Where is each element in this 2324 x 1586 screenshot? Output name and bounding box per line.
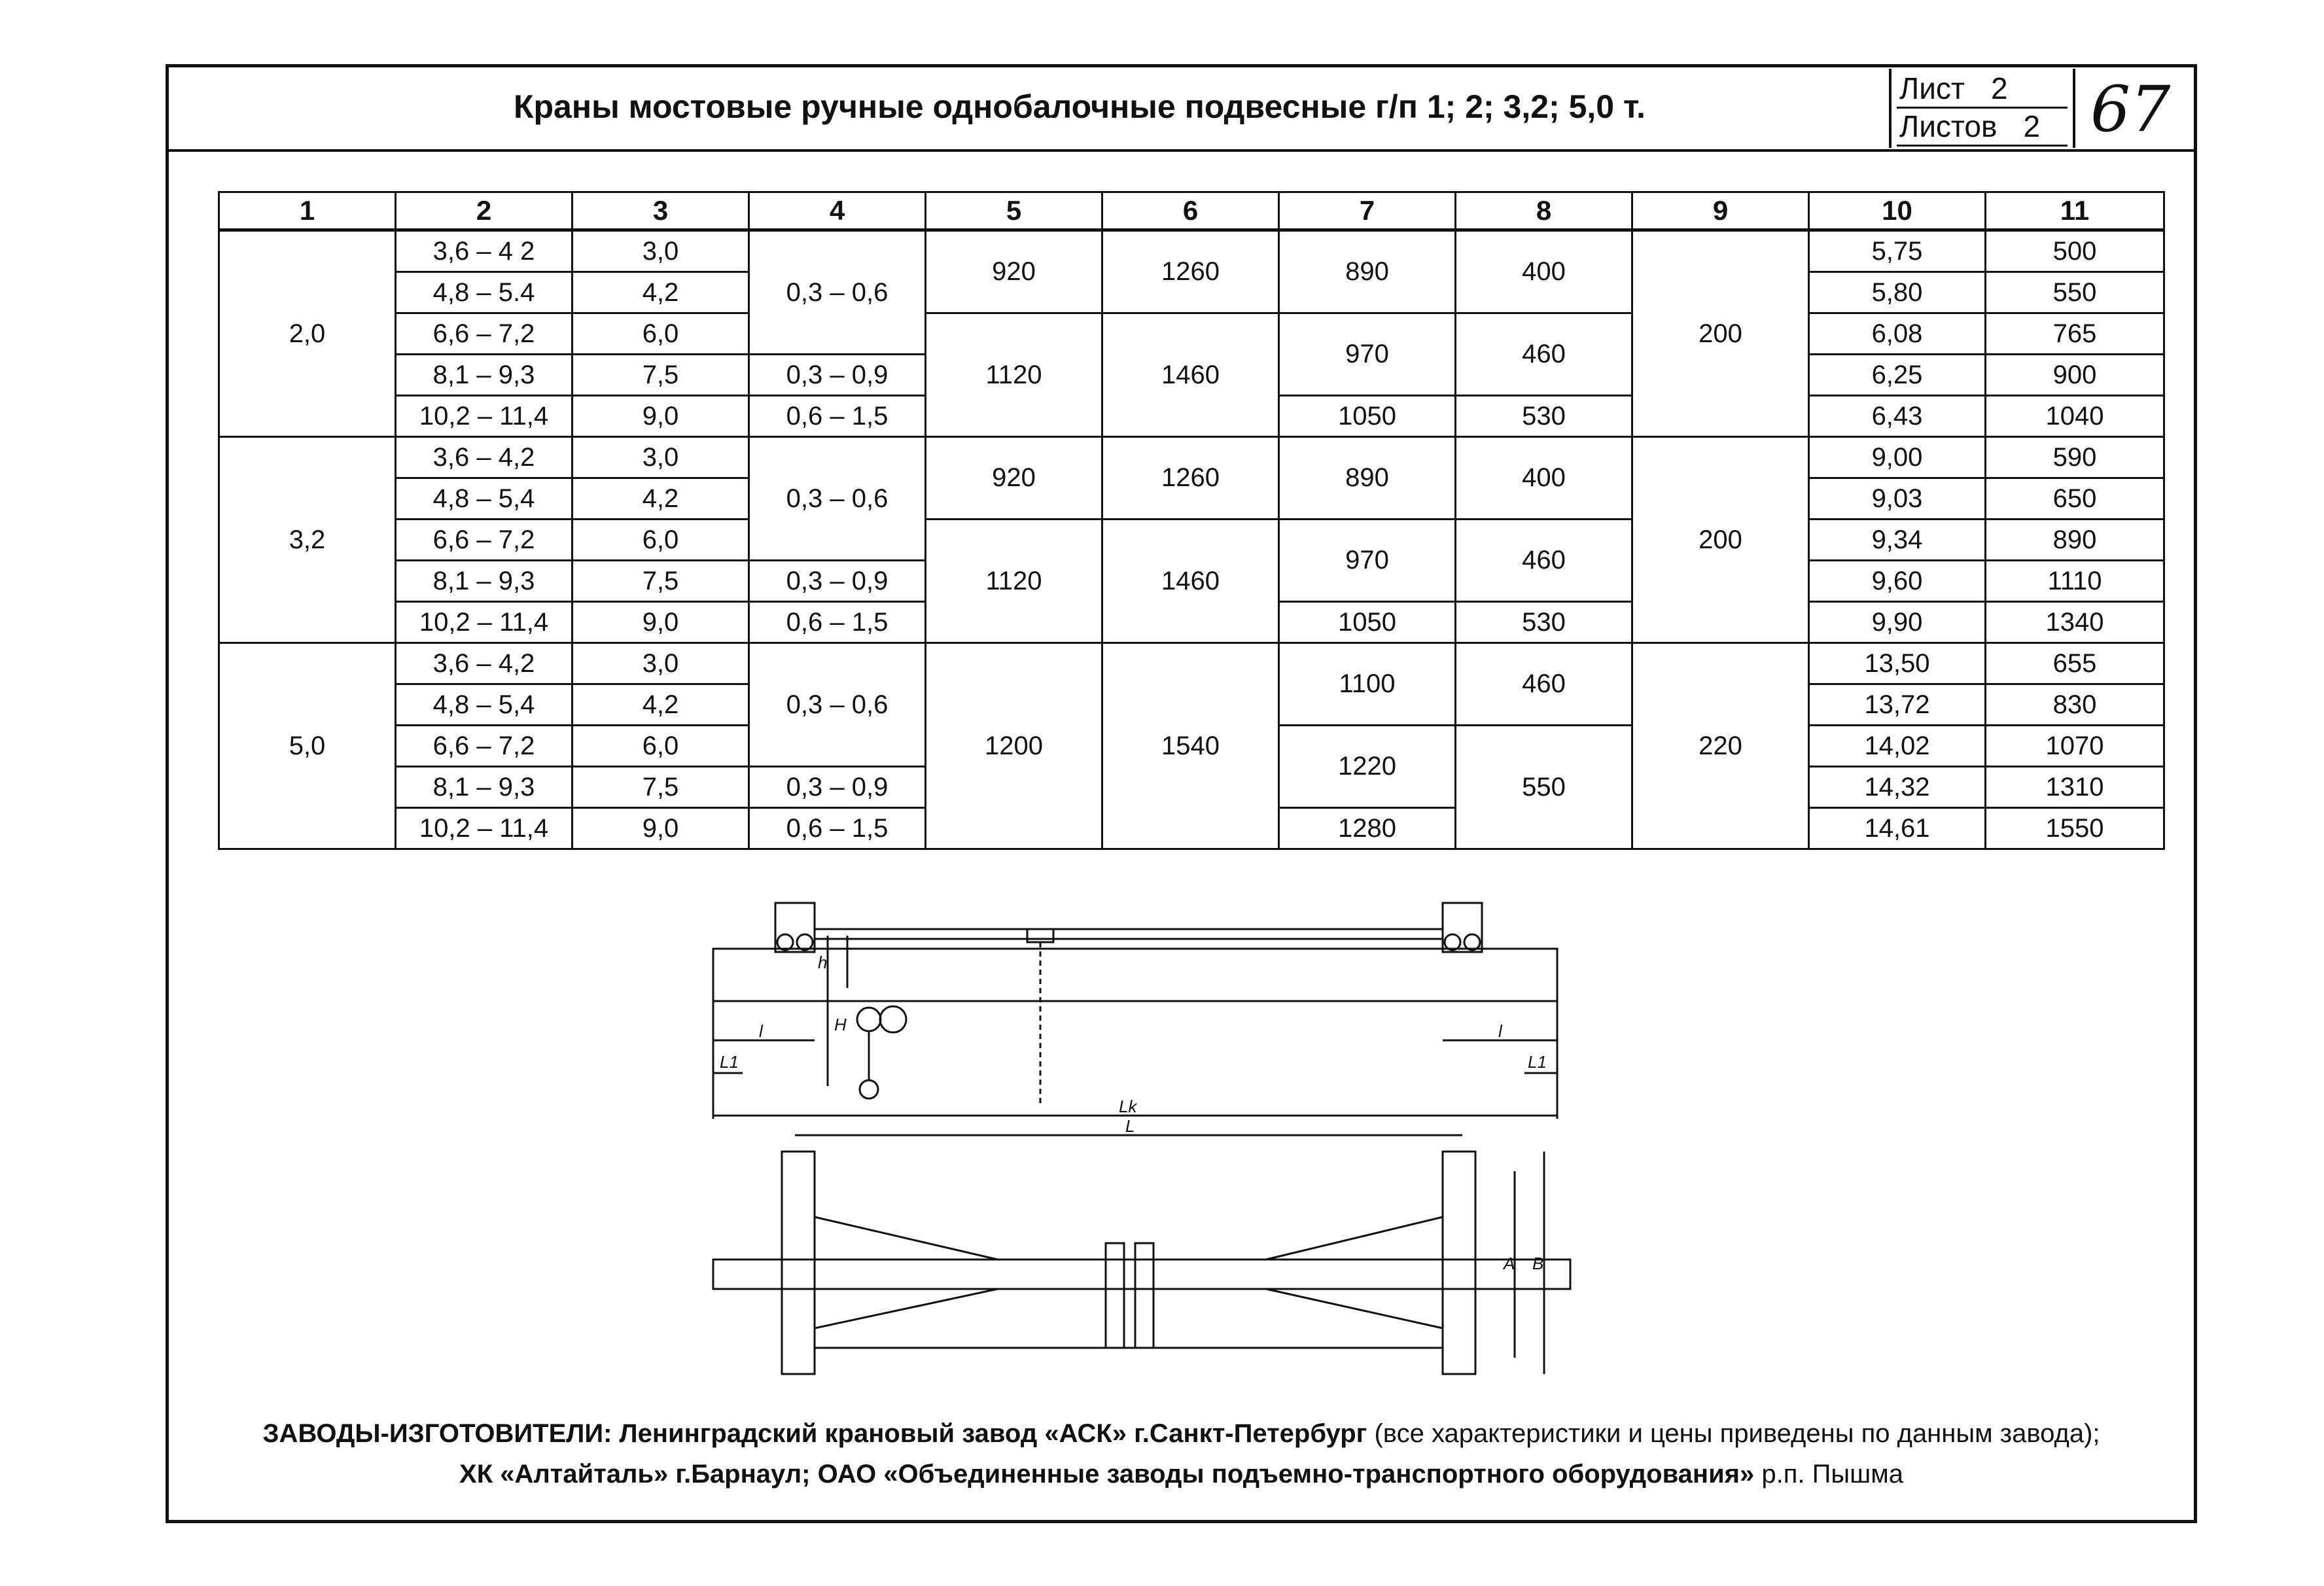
dim-label-l1-right: L1 [1528, 1052, 1547, 1072]
value-cell: 9,03 [1809, 478, 1986, 520]
manufacturers-bold-1: ЗАВОДЫ-ИЗГОТОВИТЕЛИ: Ленинградский крановый завод «АСК» г.Санкт-Петербург [262, 1419, 1367, 1448]
value-cell: 4,2 [572, 684, 749, 726]
value-cell: 7,5 [572, 355, 749, 396]
value-cell: 500 [1986, 230, 2164, 272]
col-header: 6 [1102, 192, 1279, 230]
sheet-info-box [1889, 69, 2075, 148]
value-cell: 1460 [1102, 520, 1279, 643]
value-cell: 3,0 [572, 437, 749, 478]
value-cell: 400 [1456, 437, 1632, 520]
span-cell: 3,6 – 4 2 [396, 230, 572, 272]
value-cell: 9,0 [572, 808, 749, 849]
span-cell: 10,2 – 11,4 [396, 602, 572, 643]
span-cell: 4,8 – 5,4 [396, 684, 572, 726]
dim-label-H: H [834, 1015, 847, 1034]
specification-table [218, 191, 2165, 850]
end-beam-left [782, 1152, 815, 1374]
value-cell: 1110 [1986, 561, 2164, 602]
sheet-label: Лист [1899, 71, 1965, 105]
value-cell: 400 [1456, 230, 1632, 313]
value-cell: 655 [1986, 643, 2164, 684]
value-cell: 550 [1456, 726, 1632, 849]
value-cell: 0,6 – 1,5 [749, 602, 926, 643]
value-cell: 14,61 [1809, 808, 1986, 849]
document-title: Краны мостовые ручные однобалочные подвесные г/п 1; 2; 3,2; 5,0 т. [514, 88, 1646, 125]
value-cell: 4,2 [572, 478, 749, 520]
value-cell: 530 [1456, 602, 1632, 643]
col-header: 7 [1279, 192, 1456, 230]
value-cell: 590 [1986, 437, 2164, 478]
value-cell: 970 [1279, 520, 1456, 602]
manufacturers-note [166, 1413, 2197, 1494]
span-cell: 8,1 – 9,3 [396, 767, 572, 808]
manufacturers-line-2 [166, 1454, 2197, 1494]
sheet-value: 2 [1990, 71, 2008, 105]
value-cell: 460 [1456, 643, 1632, 726]
col-header: 3 [572, 192, 749, 230]
table-row [219, 643, 2164, 684]
span-cell: 3,6 – 4,2 [396, 643, 572, 684]
value-cell: 1550 [1986, 808, 2164, 849]
end-beam-right [1443, 1152, 1475, 1374]
value-cell: 460 [1456, 520, 1632, 602]
value-cell: 550 [1986, 272, 2164, 313]
table-header-row [219, 192, 2164, 230]
dim-label-l1-left: L1 [720, 1052, 739, 1072]
col-header: 4 [749, 192, 926, 230]
value-cell: 6,43 [1809, 396, 1986, 437]
value-cell: 0,3 – 0,9 [749, 355, 926, 396]
value-cell: 13,72 [1809, 684, 1986, 726]
value-cell: 9,0 [572, 396, 749, 437]
value-cell: 1310 [1986, 767, 2164, 808]
value-cell: 830 [1986, 684, 2164, 726]
sheets-label: Листов [1899, 109, 1998, 143]
value-cell: 1540 [1102, 643, 1279, 849]
value-cell: 14,02 [1809, 726, 1986, 767]
sheet-row [1899, 71, 2008, 105]
value-cell: 1120 [926, 520, 1102, 643]
value-cell: 1260 [1102, 437, 1279, 520]
end-carriage-left [775, 903, 815, 952]
dim-label-h: h [818, 953, 828, 972]
value-cell: 200 [1632, 230, 1809, 437]
header-divider [166, 149, 2197, 152]
dim-label-l-right: l [1498, 1021, 1502, 1041]
value-cell: 4,2 [572, 272, 749, 313]
value-cell: 1100 [1279, 643, 1456, 726]
value-cell: 650 [1986, 478, 2164, 520]
value-cell: 1050 [1279, 396, 1456, 437]
value-cell: 920 [926, 230, 1102, 313]
dim-label-l-left: l [759, 1021, 763, 1041]
load-cell: 3,2 [219, 437, 396, 643]
value-cell: 1280 [1279, 808, 1456, 849]
value-cell: 5,75 [1809, 230, 1986, 272]
value-cell: 9,00 [1809, 437, 1986, 478]
dim-label-L: L [1125, 1116, 1135, 1136]
manufacturers-line-1 [166, 1413, 2197, 1454]
value-cell: 1050 [1279, 602, 1456, 643]
span-cell: 4,8 – 5,4 [396, 478, 572, 520]
value-cell: 920 [926, 437, 1102, 520]
value-cell: 0,3 – 0,6 [749, 643, 926, 767]
end-carriage-right [1443, 903, 1482, 952]
table-row [219, 520, 2164, 561]
value-cell: 9,34 [1809, 520, 1986, 561]
value-cell: 3,0 [572, 643, 749, 684]
value-cell: 0,3 – 0,9 [749, 561, 926, 602]
value-cell: 9,0 [572, 602, 749, 643]
sheet-bottom-line [1897, 145, 2068, 147]
value-cell: 1340 [1986, 602, 2164, 643]
dim-label-A: A [1504, 1254, 1515, 1273]
value-cell: 0,3 – 0,6 [749, 230, 926, 355]
table-row [219, 437, 2164, 478]
value-cell: 970 [1279, 313, 1456, 396]
load-cell: 5,0 [219, 643, 396, 849]
table-row [219, 230, 2164, 272]
value-cell: 1040 [1986, 396, 2164, 437]
value-cell: 890 [1279, 230, 1456, 313]
col-header: 10 [1809, 192, 1986, 230]
sheet-divider [1897, 107, 2068, 109]
manufacturers-normal-1: (все характеристики и цены приведены по данным завода); [1367, 1419, 2100, 1448]
value-cell: 3,0 [572, 230, 749, 272]
value-cell: 6,0 [572, 520, 749, 561]
value-cell: 9,60 [1809, 561, 1986, 602]
value-cell: 1120 [926, 313, 1102, 437]
span-cell: 8,1 – 9,3 [396, 561, 572, 602]
span-cell: 4,8 – 5.4 [396, 272, 572, 313]
col-header: 5 [926, 192, 1102, 230]
value-cell: 900 [1986, 355, 2164, 396]
table-row [219, 313, 2164, 355]
manufacturers-normal-2: р.п. Пышма [1754, 1460, 1903, 1489]
dim-label-B: B [1532, 1254, 1544, 1273]
value-cell: 9,90 [1809, 602, 1986, 643]
value-cell: 530 [1456, 396, 1632, 437]
value-cell: 220 [1632, 643, 1809, 849]
value-cell: 0,3 – 0,9 [749, 767, 926, 808]
col-header: 8 [1456, 192, 1632, 230]
value-cell: 1260 [1102, 230, 1279, 313]
value-cell: 6,08 [1809, 313, 1986, 355]
value-cell: 6,0 [572, 726, 749, 767]
span-cell: 10,2 – 11,4 [396, 808, 572, 849]
value-cell: 0,6 – 1,5 [749, 808, 926, 849]
span-cell: 6,6 – 7,2 [396, 520, 572, 561]
dim-label-lk: Lk [1119, 1097, 1137, 1116]
span-cell: 8,1 – 9,3 [396, 355, 572, 396]
sheets-value: 2 [2023, 109, 2041, 143]
value-cell: 200 [1632, 437, 1809, 643]
span-cell: 10,2 – 11,4 [396, 396, 572, 437]
value-cell: 890 [1986, 520, 2164, 561]
value-cell: 14,32 [1809, 767, 1986, 808]
value-cell: 5,80 [1809, 272, 1986, 313]
value-cell: 0,3 – 0,6 [749, 437, 926, 561]
manufacturers-bold-2: ХК «Алтайталь» г.Барнаул; ОАО «Объединенные заводы подъемно-транспортного оборудования» [459, 1460, 1755, 1489]
value-cell: 1220 [1279, 726, 1456, 808]
value-cell: 13,50 [1809, 643, 1986, 684]
col-header: 11 [1986, 192, 2164, 230]
value-cell: 890 [1279, 437, 1456, 520]
girder-side [713, 949, 1557, 1001]
crane-drawing [700, 890, 1636, 1387]
col-header: 2 [396, 192, 572, 230]
col-header: 9 [1632, 192, 1809, 230]
value-cell: 0,6 – 1,5 [749, 396, 926, 437]
value-cell: 6,25 [1809, 355, 1986, 396]
load-cell: 2,0 [219, 230, 396, 437]
value-cell: 1070 [1986, 726, 2164, 767]
page-number: 67 [2090, 73, 2171, 146]
value-cell: 1200 [926, 643, 1102, 849]
value-cell: 765 [1986, 313, 2164, 355]
sheets-row [1899, 109, 2040, 143]
value-cell: 6,0 [572, 313, 749, 355]
value-cell: 460 [1456, 313, 1632, 396]
value-cell: 7,5 [572, 561, 749, 602]
value-cell: 7,5 [572, 767, 749, 808]
col-header: 1 [219, 192, 396, 230]
value-cell: 1460 [1102, 313, 1279, 437]
span-cell: 3,6 – 4,2 [396, 437, 572, 478]
span-cell: 6,6 – 7,2 [396, 726, 572, 767]
span-cell: 6,6 – 7,2 [396, 313, 572, 355]
